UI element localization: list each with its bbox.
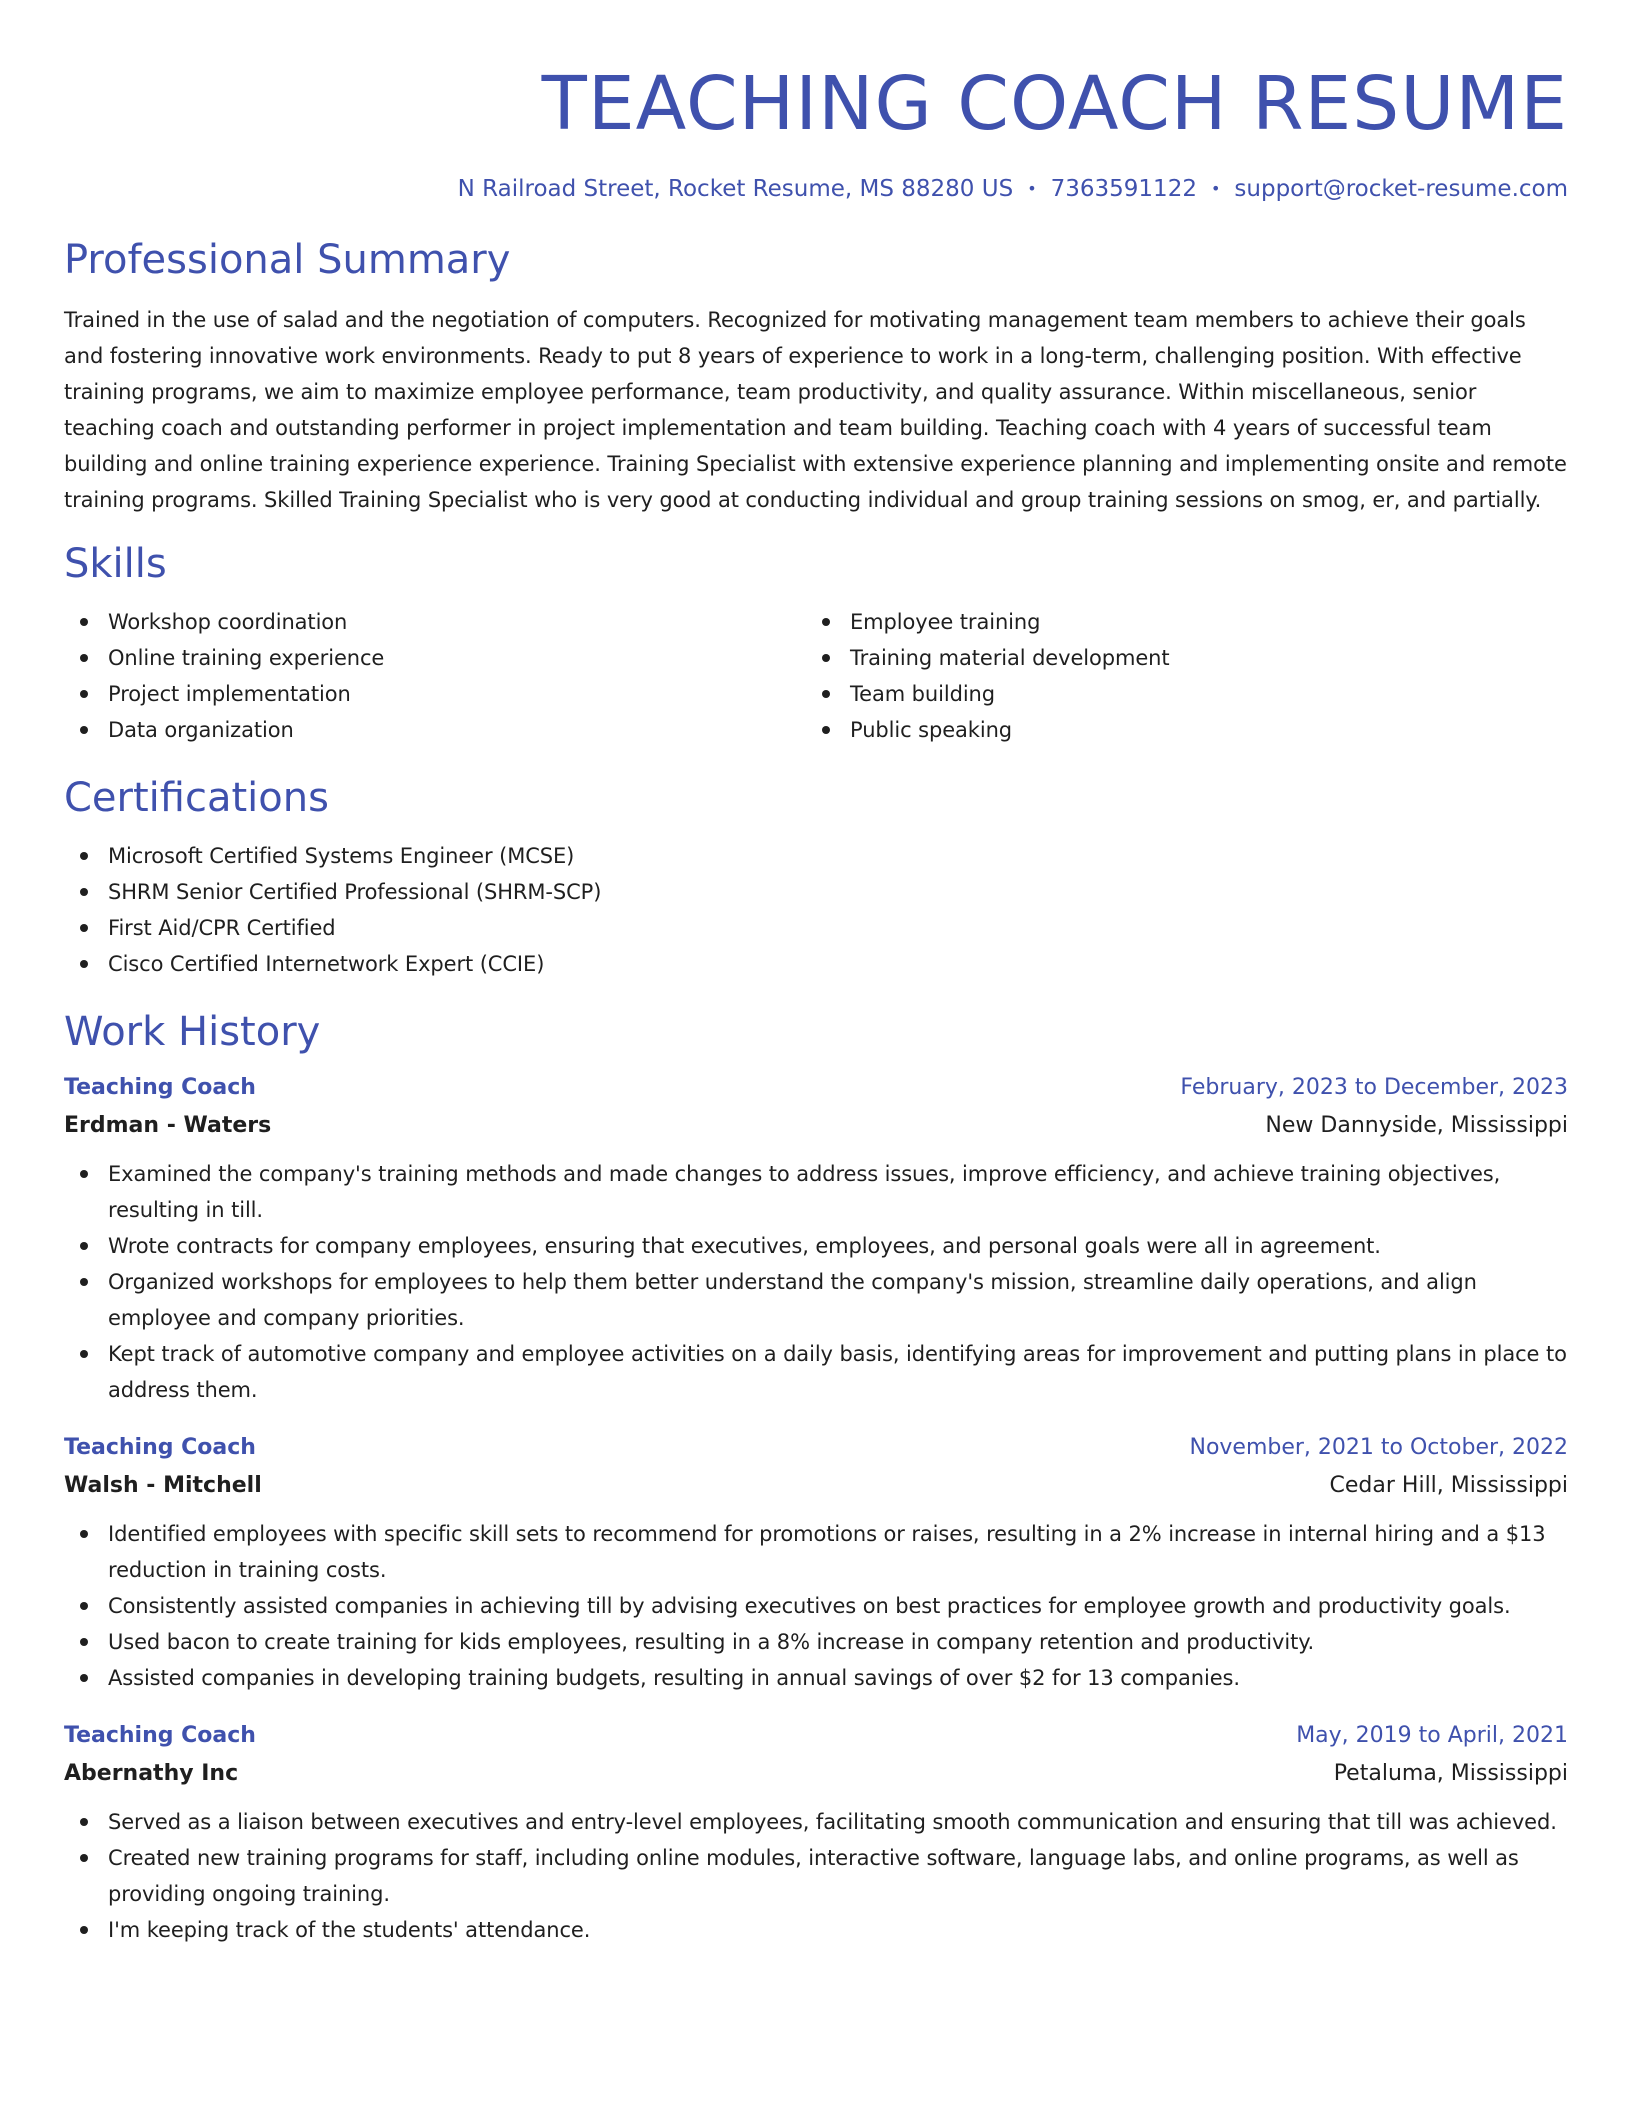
skill-item: Public speaking [806,712,1548,748]
job-duty: Created new training programs for staff, including online modules, interactive software, language labs, and online programs, as well as providing ongoing training. [64,1840,1568,1912]
job-duty: Consistently assisted companies in achieving till by advising executives on best practices for employee growth and productivity goals. [64,1588,1568,1624]
summary-section [64,234,1568,518]
contact-line [64,174,1568,204]
job-location: Cedar Hill, Mississippi [1329,1473,1568,1498]
job-duty: Served as a liaison between executives and entry-level employees, facilitating smooth communication and ensuring that till was achieved. [64,1804,1568,1840]
certification-item: SHRM Senior Certified Professional (SHRM-SCP) [64,874,1568,910]
job-title: Teaching Coach [64,1723,256,1748]
job-title: Teaching Coach [64,1435,256,1460]
job-dates: May, 2019 to April, 2021 [1296,1723,1568,1748]
job-title-row [64,1718,1568,1754]
job-duties [64,1156,1568,1408]
job-duty: Organized workshops for employees to help them better understand the company's mission, streamline daily operations, and align employee and company priorities. [64,1264,1568,1336]
work-history-heading: Work History [64,1009,321,1055]
job-location: Petaluma, Mississippi [1333,1761,1568,1786]
certifications-list [64,838,1568,982]
skills-section [64,538,1568,748]
job-duty: Wrote contracts for company employees, ensuring that executives, employees, and personal goals were all in agreement. [64,1228,1568,1264]
job-duty: Examined the company's training methods and made changes to address issues, improve efficiency, and achieve training objectives, resulting in till. [64,1156,1568,1228]
certifications-heading: Certifications [64,775,329,821]
job-duty: I'm keeping track of the students' attendance. [64,1912,1568,1948]
skills-heading: Skills [64,541,167,587]
job-location: New Dannyside, Mississippi [1265,1113,1568,1138]
job-dates: November, 2021 to October, 2022 [1189,1435,1568,1460]
certification-item: First Aid/CPR Certified [64,910,1568,946]
skills-list-left [64,604,806,748]
skill-item: Employee training [806,604,1548,640]
skill-item: Training material development [806,640,1548,676]
work-history-section [64,1006,1568,1948]
job-duties [64,1804,1568,1948]
job-title: Teaching Coach [64,1075,256,1100]
certifications-section [64,772,1568,982]
job-entry [64,1718,1568,1948]
job-duty: Used bacon to create training for kids employees, resulting in a 8% increase in company retention and productivity. [64,1624,1568,1660]
contact-phone[interactable]: 7363591122 [1050,176,1197,202]
contact-separator: • [1027,179,1037,198]
job-company-row [64,1106,1568,1146]
job-dates: February, 2023 to December, 2023 [1180,1075,1568,1100]
job-company-row [64,1754,1568,1794]
job-duty: Assisted companies in developing training budgets, resulting in annual savings of over $2 for 13 companies. [64,1660,1568,1696]
job-duty: Kept track of automotive company and employee activities on a daily basis, identifying areas for improvement and putting plans in place to address them. [64,1336,1568,1408]
skill-item: Workshop coordination [64,604,806,640]
resume-page [64,0,1568,1948]
skill-item: Online training experience [64,640,806,676]
job-company-row [64,1466,1568,1506]
job-company: Walsh - Mitchell [64,1473,262,1498]
job-duty: Identified employees with specific skill sets to recommend for promotions or raises, resulting in a 2% increase in internal hiring and a $13 reduction in training costs. [64,1516,1568,1588]
contact-address: N Railroad Street, Rocket Resume, MS 88280 US [457,176,1014,202]
skills-list-right [806,604,1548,748]
resume-title: TEACHING COACH RESUME [541,61,1568,147]
contact-separator: • [1210,179,1221,198]
job-company: Abernathy Inc [64,1761,239,1786]
skill-item: Project implementation [64,676,806,712]
contact-email[interactable]: support@rocket-resume.com [1234,176,1568,202]
job-company: Erdman - Waters [64,1113,272,1138]
job-entry [64,1430,1568,1696]
job-entry [64,1070,1568,1408]
summary-text: Trained in the use of salad and the negotiation of computers. Recognized for motivating management team members to achieve their goals and fostering innovative work environments. Ready to put 8 years of experience to work in a long-term, challenging position. With effective training programs, we aim to maximize employee performance, team productivity, and quality assurance. Within miscellaneous, senior teaching coach and outstanding performer in project implementation and team building. Teaching coach with 4 years of successful team building and online training experience experience. Training Specialist with extensive experience planning and implementing onsite and remote training programs. Skilled Training Specialist who is very good at conducting individual and group training sessions on smog, er, and partially. [64,308,1567,512]
skill-item: Team building [806,676,1548,712]
job-title-row [64,1070,1568,1106]
skills-grid [64,604,1568,748]
summary-heading: Professional Summary [64,237,511,283]
job-title-row [64,1430,1568,1466]
certification-item: Cisco Certified Internetwork Expert (CCIE) [64,946,1568,982]
certification-item: Microsoft Certified Systems Engineer (MCSE) [64,838,1568,874]
job-duties [64,1516,1568,1696]
skill-item: Data organization [64,712,806,748]
